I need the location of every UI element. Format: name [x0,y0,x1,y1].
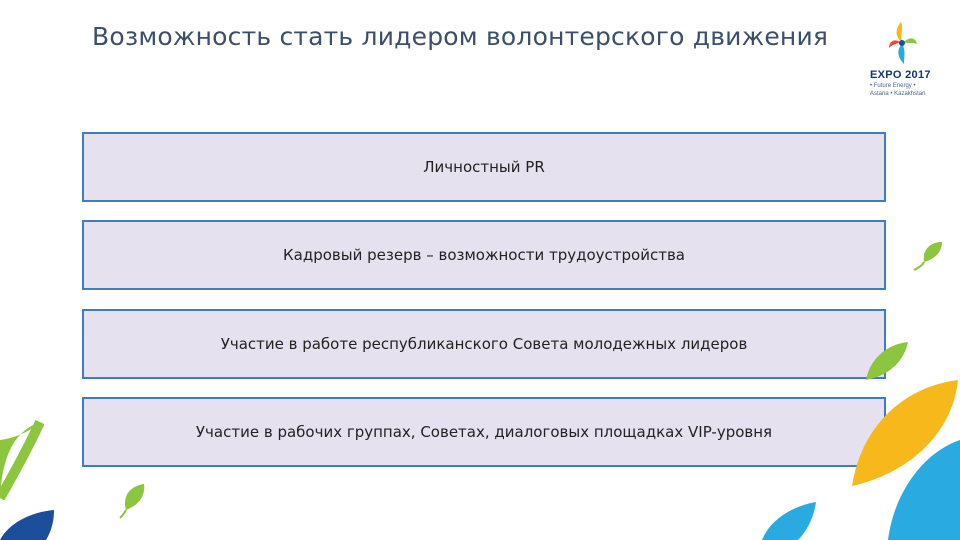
green-leaf-icon [862,340,910,382]
navy-leaf-icon [0,508,56,540]
item-box-4: Участие в рабочих группах, Советах, диалоговых площадках VIP-уровня [82,397,886,467]
logo-subtitle: • Future Energy • [870,83,916,89]
logo-location: Astana • Kazakhstan [870,91,926,97]
green-leaf-icon [912,240,946,272]
green-leaf-icon [0,420,44,500]
green-leaf-icon [118,482,148,520]
item-box-2: Кадровый резерв – возможности трудоустройства [82,220,886,290]
expo-2017-logo [866,20,936,100]
slide-title: Возможность стать лидером волонтерского движения [92,22,829,51]
expo-flower-icon [888,20,918,66]
cyan-leaf-icon [758,500,818,540]
item-box-3: Участие в работе республиканского Совета молодежных лидеров [82,309,886,379]
cyan-leaf-icon [884,440,960,540]
item-box-1: Личностный PR [82,132,886,202]
logo-title: EXPO 2017 [870,69,931,81]
